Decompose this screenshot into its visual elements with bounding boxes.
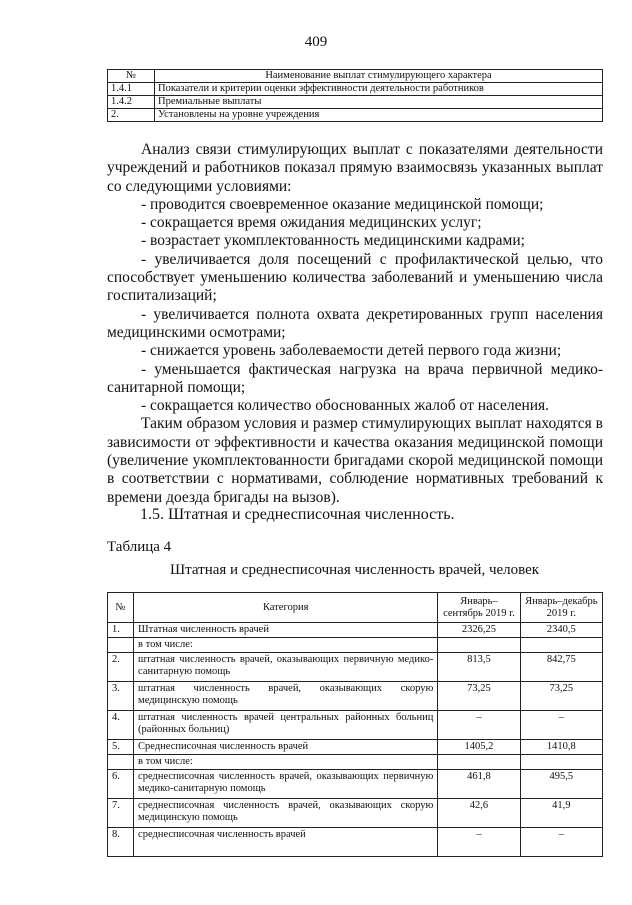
- row-number: [108, 755, 134, 770]
- list-item: - сокращается время ожидания медицинских услуг;: [141, 214, 482, 232]
- row-number: 7.: [108, 799, 134, 828]
- row-category: штатная численность врачей, оказывающих первичную медико-санитарную помощь: [134, 653, 438, 682]
- row-category: Среднесписочная численность врачей: [134, 740, 438, 755]
- header-cell-category: Категория: [134, 593, 438, 623]
- row-value-1: [438, 755, 520, 770]
- table-row: [108, 740, 603, 755]
- row-category: среднесписочная численность врачей, оказывающих первичную медико-санитарную помощь: [134, 770, 438, 799]
- row-value-1: –: [438, 828, 520, 857]
- table-label: Таблица 4: [107, 539, 172, 555]
- table-cell-name: Показатели и критерии оценки эффективности деятельности работников: [155, 83, 603, 96]
- table-cell-number: 2.: [108, 109, 155, 122]
- doctors-table: [107, 592, 603, 857]
- header-cell-number: №: [108, 70, 155, 83]
- row-category: в том числе:: [134, 638, 438, 653]
- table-row: [108, 96, 603, 109]
- row-value-1: 461,8: [438, 770, 520, 799]
- row-value-2: 2340,5: [520, 623, 602, 638]
- table-row: [108, 711, 603, 740]
- row-number: 3.: [108, 682, 134, 711]
- paragraph: Анализ связи стимулирующих выплат с показателями деятельности учреждений и работников показал прямую взаимосвязь указанных выплат со следующими условиями:: [107, 141, 603, 195]
- table-header-row: [108, 70, 603, 83]
- row-value-1: –: [438, 711, 520, 740]
- row-value-2: [520, 755, 602, 770]
- table-row: [108, 682, 603, 711]
- row-category: в том числе:: [134, 755, 438, 770]
- table-row: [108, 755, 603, 770]
- list-item: - увеличивается доля посещений с профилактической целью, что способствует уменьшению количества заболеваний и уменьшению числа госпитализаций;: [107, 250, 603, 305]
- row-value-2: [520, 638, 602, 653]
- row-value-1: 42,6: [438, 799, 520, 828]
- row-category: Штатная численность врачей: [134, 623, 438, 638]
- row-value-2: 73,25: [520, 682, 602, 711]
- table-row: [108, 799, 603, 828]
- row-value-2: –: [520, 711, 602, 740]
- section-heading: 1.5. Штатная и среднесписочная численность.: [140, 506, 455, 523]
- table-cell-name: Премиальные выплаты: [155, 96, 603, 109]
- table-row: [108, 623, 603, 638]
- row-value-2: 842,75: [520, 653, 602, 682]
- body-text: [107, 141, 603, 507]
- table-title: Штатная и среднесписочная численность врачей, человек: [170, 562, 540, 578]
- row-number: 5.: [108, 740, 134, 755]
- table-cell-name: Установлены на уровне учреждения: [155, 109, 603, 122]
- list-item: - уменьшается фактическая нагрузка на врача первичной медико-санитарной помощи;: [107, 360, 603, 396]
- table-row: [108, 109, 603, 122]
- row-value-1: 813,5: [438, 653, 520, 682]
- header-cell-period-1: Январь–сентябрь 2019 г.: [438, 593, 520, 623]
- page-number: 409: [304, 34, 328, 50]
- row-number: 8.: [108, 828, 134, 857]
- row-value-1: 73,25: [438, 682, 520, 711]
- table-row: [108, 83, 603, 96]
- header-cell-number: №: [108, 593, 134, 623]
- row-value-2: 1410,8: [520, 740, 602, 755]
- header-cell-name: Наименование выплат стимулирующего характера: [155, 70, 603, 83]
- list-item: - снижается уровень заболеваемости детей первого года жизни;: [141, 342, 562, 360]
- row-number: 6.: [108, 770, 134, 799]
- row-number: [108, 638, 134, 653]
- row-value-1: [438, 638, 520, 653]
- row-value-2: 41,9: [520, 799, 602, 828]
- list-item: - сокращается количество обоснованных жалоб от населения.: [141, 397, 550, 415]
- row-number: 1.: [108, 623, 134, 638]
- table-cell-number: 1.4.1: [108, 83, 155, 96]
- table-row: [108, 638, 603, 653]
- row-value-1: 1405,2: [438, 740, 520, 755]
- header-cell-period-2: Январь–декабрь 2019 г.: [520, 593, 602, 623]
- list-item: - увеличивается полнота охвата декретированных групп населения медицинскими осмотрами;: [107, 305, 603, 341]
- row-category: среднесписочная численность врачей: [134, 828, 438, 857]
- paragraph: Таким образом условия и размер стимулирующих выплат находятся в зависимости от эффективности и качества оказания медицинской помощи (увеличение укомплектованности бригадами скорой медицинской помощи в соответствии с нормативами, соблюдение нормативных требований к времени доезда бригады на вызов).: [107, 415, 603, 506]
- table-row: [108, 653, 603, 682]
- table-row: [108, 770, 603, 799]
- table-row: [108, 828, 603, 857]
- row-category: штатная численность врачей центральных районных больниц (районных больниц): [134, 711, 438, 740]
- row-number: 2.: [108, 653, 134, 682]
- row-value-1: 2326,25: [438, 623, 520, 638]
- list-item: - возрастает укомплектованность медицинскими кадрами;: [141, 232, 525, 250]
- row-value-2: –: [520, 828, 602, 857]
- row-category: среднесписочная численность врачей, оказывающих скорую медицинскую помощь: [134, 799, 438, 828]
- table-header-row: [108, 593, 603, 623]
- row-value-2: 495,5: [520, 770, 602, 799]
- table-cell-number: 1.4.2: [108, 96, 155, 109]
- payments-table: [107, 69, 603, 122]
- row-category: штатная численность врачей, оказывающих скорую медицинскую помощь: [134, 682, 438, 711]
- list-item: - проводится своевременное оказание медицинской помощи;: [141, 195, 544, 213]
- row-number: 4.: [108, 711, 134, 740]
